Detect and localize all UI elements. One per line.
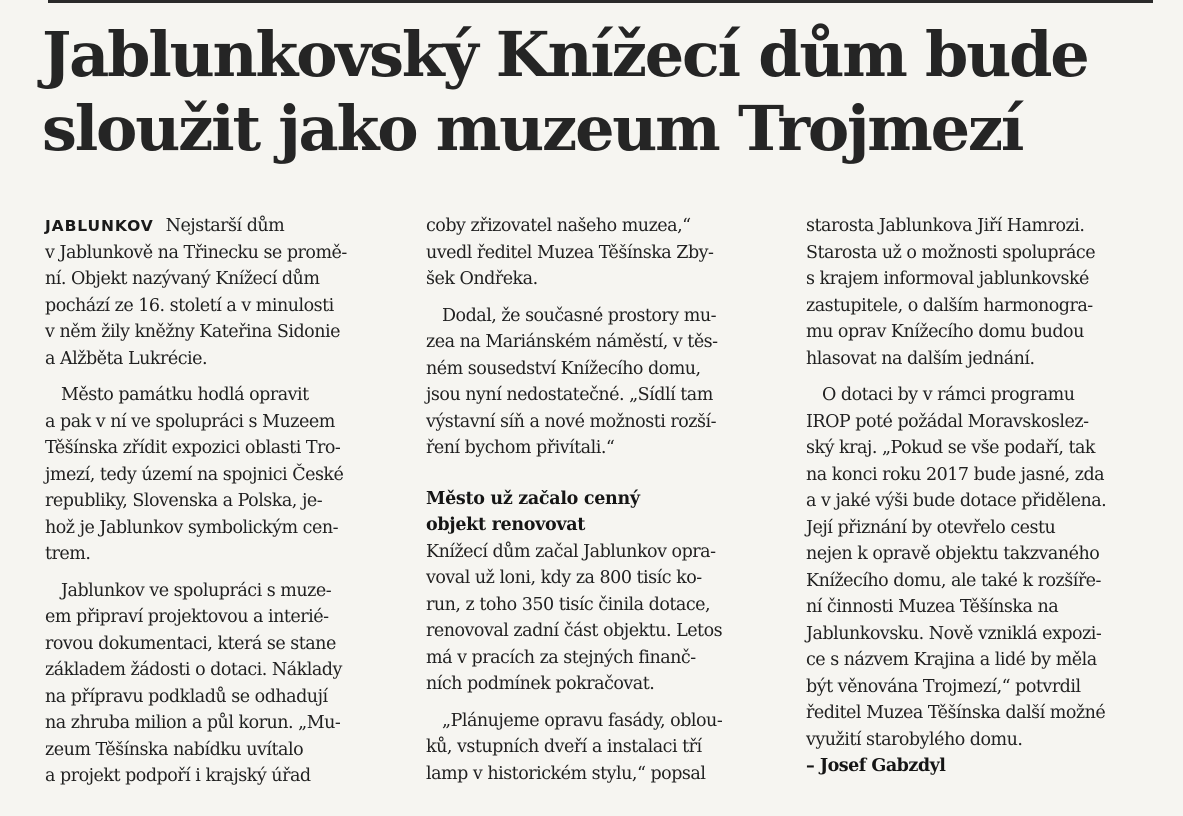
text-line: em připraví projektovou a interié- <box>45 607 329 627</box>
text-line: být věnována Trojmezí,“ potvrdil <box>806 676 1081 697</box>
top-rule <box>48 0 1153 3</box>
text-line: a pak v ní ve spolupráci s Muzeem <box>45 411 335 432</box>
text-line: O dotaci by v rámci programu <box>822 385 1075 405</box>
text-line: Její přiznání by otevřelo cestu <box>806 517 1056 538</box>
text-line: ní činnosti Muzea Těšínska na <box>806 597 1059 617</box>
text-line: Knížecí dům začal Jablunkov opra- <box>426 541 716 562</box>
text-line: voval už loni, kdy za 800 tisíc ko- <box>426 568 702 588</box>
text-line: ský kraj. „Pokud se vše podaří, tak <box>806 438 1096 458</box>
text-line: a projekt podpoří i krajský úřad <box>45 766 311 786</box>
text-line: Jablunkov ve spolupráci s muze- <box>61 580 332 601</box>
text-line: a Alžběta Lukrécie. <box>45 348 208 369</box>
text-line: starosta Jablunkova Jiří Hamrozi. <box>806 216 1085 236</box>
text-line: na přípravu podkladů se odhadují <box>45 686 328 707</box>
text-line: jmezí, tedy území na spojnici České <box>45 464 344 485</box>
text-line: s krajem informoval jablunkovské <box>806 269 1089 289</box>
text-line: ření bychom přivítali.“ <box>426 438 615 458</box>
subheading: objekt renovovat <box>426 515 586 535</box>
text-line: v Jablunkově na Třinecku se promě- <box>45 242 347 263</box>
text-line: „Plánujeme opravu fasády, oblou- <box>442 710 723 731</box>
text-line: republiky, Slovenska a Polska, je- <box>45 491 323 511</box>
text-line: ředitel Muzea Těšínska další možné <box>806 703 1106 723</box>
text-line: jsou nyní nedostatečné. „Sídlí tam <box>426 385 713 405</box>
text-line: využití starobylého domu. <box>806 729 1023 750</box>
text-line: zastupitele, o dalším harmonogra- <box>806 295 1093 316</box>
text-line: Dodal, že současné prostory mu- <box>442 305 717 326</box>
text-line: zeum Těšínska nabídku uvítalo <box>45 739 304 760</box>
text-line: ních podmínek pokračovat. <box>426 674 655 694</box>
text-line: lamp v historickém stylu,“ popsal <box>426 763 706 784</box>
text-line: run, z toho 350 tisíc činila dotace, <box>426 594 711 615</box>
text-line: základem žádosti o dotaci. Náklady <box>45 660 342 680</box>
text-line: coby zřizovatel našeho muzea,“ <box>426 216 691 236</box>
text-line: uvedl ředitel Muzea Těšínska Zby- <box>426 242 714 263</box>
text-line: hož je Jablunkov symbolickým cen- <box>45 517 338 538</box>
paragraph-gap <box>426 293 778 303</box>
text-line: Město památku hodlá opravit <box>61 385 309 405</box>
text-line: rovou dokumentaci, která se stane <box>45 633 336 654</box>
paragraph-gap <box>426 698 778 708</box>
text-line: šek Ondřeka. <box>426 269 538 289</box>
text-line: trem. <box>45 544 91 564</box>
text-line: hlasovat na dalším jednání. <box>806 348 1035 369</box>
text-line: renovoval zadní část objektu. Letos <box>426 621 723 641</box>
headline-line: sloužit jako muzeum Trojmezí <box>42 92 1023 165</box>
text-line: ném sousedství Knížecího domu, <box>426 358 701 379</box>
text-line: ní. Objekt nazývaný Knížecí dům <box>45 269 320 289</box>
text-line: ce s názvem Krajina a lidé by měla <box>806 650 1097 670</box>
text-line: výstavní síň a nové možnosti rozší- <box>426 411 716 432</box>
article-column-3 <box>806 213 1158 780</box>
author-byline: – Josef Gabzdyl <box>806 756 946 776</box>
dateline: JABLUNKOV <box>45 217 154 235</box>
paragraph-gap <box>806 372 1158 382</box>
subheading: Město už začalo cenný <box>426 488 640 509</box>
text-line: na konci roku 2017 bude jasné, zda <box>806 464 1105 485</box>
article-column-1 <box>45 213 397 790</box>
paragraph-gap <box>45 568 397 578</box>
article-column-2 <box>426 213 778 787</box>
text-line: v něm žily kněžny Kateřina Sidonie <box>45 322 340 342</box>
text-line: mu oprav Knížecího domu budou <box>806 322 1084 342</box>
text-line: nejen k opravě objektu takzvaného <box>806 544 1100 564</box>
text-line: Těšínska zřídit expozici oblasti Tro- <box>45 438 341 458</box>
text-line: Starosta už o možnosti spolupráce <box>806 242 1096 263</box>
text-line: IROP poté požádal Moravskoslez- <box>806 411 1089 432</box>
text-line: ků, vstupních dveří a instalaci tří <box>426 737 702 757</box>
text-line: má v pracích za stejných finanč- <box>426 647 696 668</box>
headline-line: Jablunkovský Knížecí dům bude <box>42 18 1088 91</box>
text-line: zea na Mariánském náměstí, v těs- <box>426 332 718 352</box>
headline <box>42 18 1162 166</box>
text-line: Jablunkovsku. Nově vzniklá expozi- <box>806 623 1102 644</box>
text-line: Knížecího domu, ale také k rozšíře- <box>806 570 1101 591</box>
text-line: a v jaké výši bude dotace přidělena. <box>806 491 1107 511</box>
text-line: na zhruba milion a půl korun. „Mu- <box>45 713 341 733</box>
text-line: pochází ze 16. století a v minulosti <box>45 295 334 316</box>
section-gap <box>426 462 778 486</box>
text-line: JABLUNKOV Nejstarší dům <box>45 216 285 236</box>
paragraph-gap <box>45 372 397 382</box>
